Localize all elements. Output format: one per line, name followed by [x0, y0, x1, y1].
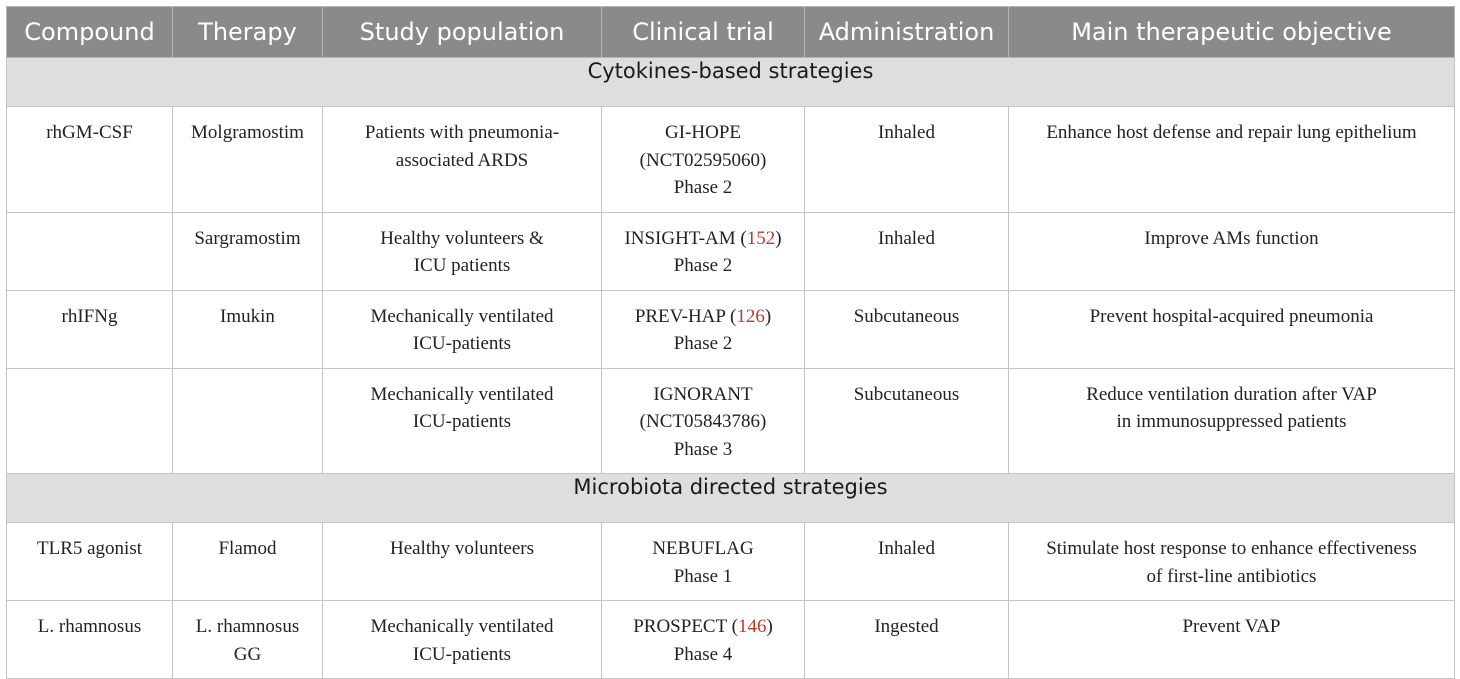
cell-objective [1009, 368, 1455, 474]
population-line: Patients with pneumonia- [364, 122, 560, 143]
section-title: Cytokines-based strategies [7, 58, 1455, 107]
cell-trial [602, 107, 805, 213]
table-row [7, 523, 1455, 601]
cell-compound: rhGM-CSF [7, 107, 173, 213]
reference-link[interactable]: 126 [736, 305, 765, 327]
therapy-line: L. rhamnosus [195, 616, 300, 637]
header-compound: Compound [7, 7, 173, 58]
trial-phase: Phase 2 [673, 333, 733, 354]
objective-line: Reduce ventilation duration after VAP [1086, 383, 1377, 405]
header-clinical-trial: Clinical trial [602, 7, 805, 58]
header-main-therapeutic-objective: Main therapeutic objective [1009, 7, 1455, 58]
header-study-population: Study population [323, 7, 602, 58]
cell-population [323, 107, 602, 213]
trial-id: (NCT05843786) [639, 411, 767, 432]
population-line: associated ARDS [395, 149, 529, 171]
trial-phase: Phase 3 [673, 438, 733, 460]
population-line: ICU patients [413, 255, 511, 276]
objective-line: Prevent hospital-acquired pneumonia [1089, 305, 1374, 327]
cell-population [323, 290, 602, 368]
cell-population [323, 368, 602, 474]
cell-therapy: Imukin [173, 290, 323, 368]
cell-therapy [173, 368, 323, 474]
population-line: Healthy volunteers & [380, 227, 544, 249]
cell-objective [1009, 290, 1455, 368]
cell-therapy: Flamod [173, 523, 323, 601]
trial-phase: Phase 2 [673, 177, 733, 198]
cell-therapy: Sargramostim [173, 212, 323, 290]
cell-administration: Subcutaneous [805, 368, 1009, 474]
cell-objective [1009, 601, 1455, 679]
population-line: Mechanically ventilated [370, 305, 554, 327]
table-row [7, 290, 1455, 368]
trial-id: (NCT02595060) [639, 149, 767, 171]
section-row-cytokines [7, 58, 1455, 107]
cell-trial [602, 523, 805, 601]
table-row [7, 601, 1455, 679]
cell-compound [7, 368, 173, 474]
cell-compound: rhIFNg [7, 290, 173, 368]
reference-link[interactable]: 146 [737, 616, 767, 637]
cell-trial: PREV-HAP (126) Phase 2 [602, 290, 805, 368]
objective-line: Stimulate host response to enhance effectiveness [1046, 538, 1417, 559]
cell-administration: Inhaled [805, 523, 1009, 601]
section-row-microbiota [7, 474, 1455, 523]
cell-trial [602, 368, 805, 474]
cell-compound: TLR5 agonist [7, 523, 173, 601]
cell-compound: L. rhamnosus [7, 601, 173, 679]
trial-name: PROSPECT [633, 616, 727, 637]
trial-name: IGNORANT [653, 383, 753, 405]
trial-name: PREV-HAP [634, 305, 726, 327]
cell-therapy [173, 601, 323, 679]
section-title: Microbiota directed strategies [7, 474, 1455, 523]
header-row [7, 7, 1455, 58]
population-line: Healthy volunteers [389, 538, 535, 559]
trial-name: INSIGHT-AM [624, 227, 736, 249]
trial-phase: Phase 1 [673, 565, 733, 587]
cell-trial: INSIGHT-AM (152) Phase 2 [602, 212, 805, 290]
trial-phase: Phase 4 [673, 643, 733, 665]
objective-line: Prevent VAP [1182, 616, 1281, 637]
trial-name: NEBUFLAG [652, 538, 754, 559]
cell-population [323, 523, 602, 601]
population-line: Mechanically ventilated [370, 383, 554, 405]
population-line: ICU-patients [412, 643, 512, 665]
table-row [7, 368, 1455, 474]
objective-line: Improve AMs function [1144, 227, 1319, 249]
cell-administration: Inhaled [805, 212, 1009, 290]
cell-trial: PROSPECT (146) Phase 4 [602, 601, 805, 679]
objective-line: of first-line antibiotics [1146, 565, 1317, 587]
table-row [7, 107, 1455, 213]
therapies-table [6, 6, 1455, 679]
header-administration: Administration [805, 7, 1009, 58]
header-therapy: Therapy [173, 7, 323, 58]
cell-compound [7, 212, 173, 290]
cell-therapy: Molgramostim [173, 107, 323, 213]
cell-population [323, 212, 602, 290]
cell-administration: Inhaled [805, 107, 1009, 213]
objective-line: in immunosuppressed patients [1116, 411, 1347, 432]
reference-link[interactable]: 152 [746, 227, 776, 249]
cell-objective [1009, 523, 1455, 601]
population-line: ICU-patients [412, 333, 512, 354]
cell-objective [1009, 212, 1455, 290]
population-line: ICU-patients [412, 411, 512, 432]
cell-population [323, 601, 602, 679]
therapy-line: GG [233, 643, 262, 665]
table-row [7, 212, 1455, 290]
objective-line: Enhance host defense and repair lung epithelium [1046, 122, 1417, 143]
trial-phase: Phase 2 [673, 255, 733, 276]
cell-administration: Ingested [805, 601, 1009, 679]
cell-administration: Subcutaneous [805, 290, 1009, 368]
population-line: Mechanically ventilated [370, 616, 554, 637]
cell-objective [1009, 107, 1455, 213]
trial-name: GI-HOPE [665, 122, 741, 143]
